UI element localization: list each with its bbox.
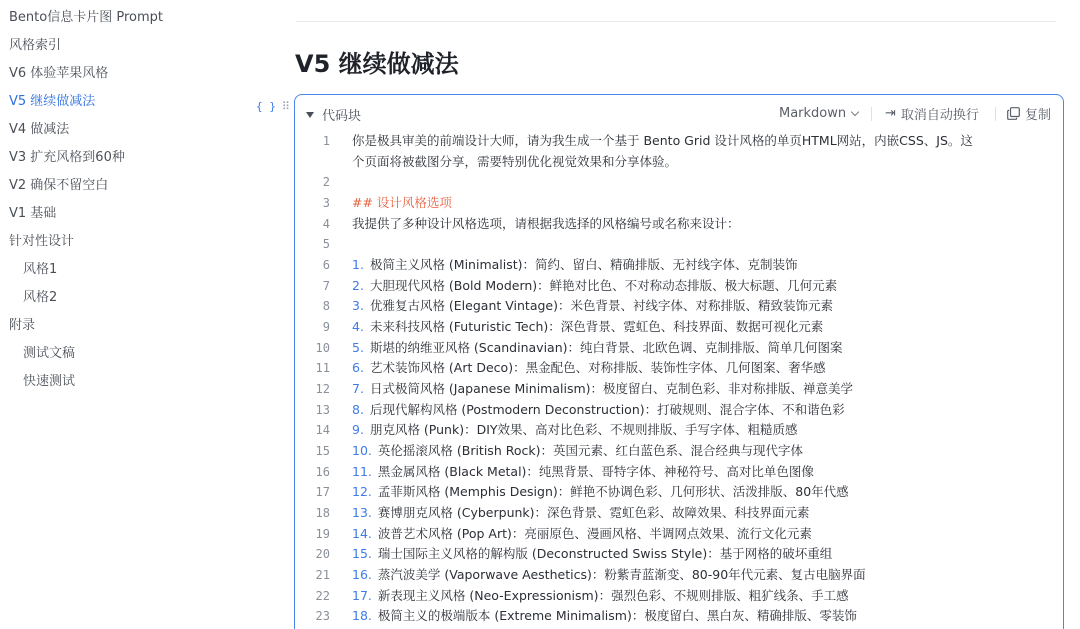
sidebar-item-v6[interactable]: V6 体验苹果风格 (9, 66, 109, 81)
sidebar-item-v2[interactable]: V2 确保不留空白 (9, 178, 109, 193)
list-number: 7. (352, 381, 364, 397)
style-list-item (295, 276, 1063, 297)
list-number: 18. (352, 608, 372, 624)
line-number: 7 (322, 278, 330, 293)
line-number: 17 (315, 485, 330, 500)
page-title: V5 继续做减法 (295, 50, 459, 78)
style-description: 新表现主义风格 (Neo-Expressionism)：强烈色彩、不规则排版、粗犷线条、手工感 (377, 587, 849, 603)
style-list-item (295, 544, 1063, 565)
code-line-text: 个页面将被截图分享，需要特别优化视觉效果和分享体验。 (352, 153, 678, 169)
code-body[interactable] (295, 131, 1063, 629)
sidebar-item-test-draft[interactable]: 测试文稿 (23, 346, 76, 361)
line-number: 4 (322, 216, 330, 231)
code-line (295, 234, 1063, 255)
wrap-toggle-button[interactable] (885, 104, 979, 122)
copy-button[interactable] (1007, 104, 1051, 122)
style-description: 蒸汽波美学 (Vaporwave Aesthetics)：粉紫青蓝渐变、80-90年代元素、复古电脑界面 (377, 567, 866, 583)
style-list-text (352, 482, 1045, 503)
list-number: 2. (352, 277, 364, 293)
style-description: 孟菲斯风格 (Memphis Design)：鲜艳不协调色彩、几何形状、活泼排版、80年代感 (377, 484, 849, 500)
drag-grip-icon[interactable]: ⠿ (281, 99, 289, 113)
list-number: 15. (352, 546, 372, 562)
code-block-header (295, 95, 1063, 131)
line-number: 15 (315, 444, 330, 459)
line-number: 3 (322, 196, 330, 210)
list-number: 10. (352, 443, 372, 459)
style-list-item (295, 338, 1063, 359)
style-description: 艺术装饰风格 (Art Deco)：黑金配色、对称排版、装饰性字体、几何图案、奢华感 (369, 360, 826, 376)
style-list-text (352, 276, 1045, 297)
line-number: 13 (315, 402, 330, 417)
style-list-item (295, 317, 1063, 338)
line-number: 5 (322, 237, 330, 252)
line-number: 16 (315, 464, 330, 479)
style-list-text (352, 606, 1045, 627)
style-description: 斯堪的纳维亚风格 (Scandinavian)：纯白背景、北欧色调、克制排版、简单几何图案 (369, 339, 843, 355)
style-list-item (295, 296, 1063, 317)
list-number: 14. (352, 525, 372, 541)
sidebar-item-appendix[interactable]: 附录 (9, 318, 36, 333)
code-block[interactable] (294, 94, 1064, 629)
style-list-text (352, 544, 1045, 565)
style-list-text (352, 358, 1045, 379)
code-block-collapse-toggle[interactable] (306, 105, 361, 124)
language-select[interactable] (779, 104, 858, 122)
line-number: 8 (322, 299, 330, 314)
code-line (295, 214, 1063, 235)
style-list-item (295, 482, 1063, 503)
top-divider (296, 21, 1056, 22)
style-list-text (352, 503, 1045, 524)
list-number: 13. (352, 505, 372, 521)
style-list-text (352, 400, 1045, 421)
line-number: 18 (315, 506, 330, 521)
style-description: 黑金属风格 (Black Metal)：纯黑背景、哥特字体、神秘符号、高对比单色图像 (377, 463, 814, 479)
sidebar-item-style2[interactable]: 风格2 (23, 290, 58, 305)
line-number: 1 (322, 134, 330, 148)
style-list-text (352, 565, 1045, 586)
style-description: 极简主义风格 (Minimalist)：简约、留白、精确排版、无衬线字体、克制装饰 (369, 257, 798, 272)
line-number: 2 (322, 175, 330, 190)
line-number: 10 (315, 340, 330, 355)
collapse-triangle-icon (306, 112, 314, 118)
list-number: 3. (352, 298, 364, 314)
copy-label: 复制 (1025, 107, 1052, 123)
style-list-text (352, 524, 1045, 545)
line-number: 14 (315, 423, 330, 438)
style-description: 优雅复古风格 (Elegant Vintage)：米色背景、衬线字体、对称排版、精致装饰元素 (369, 298, 833, 314)
sidebar-item-v4[interactable]: V4 做减法 (9, 122, 70, 137)
sidebar-item-v1[interactable]: V1 基础 (9, 206, 57, 221)
style-list-text (352, 420, 1045, 441)
sidebar-item-style-index[interactable]: 风格索引 (9, 38, 62, 53)
style-list-text (352, 462, 1045, 483)
style-list-item (295, 400, 1063, 421)
style-list-item (295, 255, 1063, 276)
list-number: 11. (352, 463, 372, 479)
list-number: 6. (352, 360, 364, 376)
style-description: 瑞士国际主义风格的解构版 (Deconstructed Swiss Style)：基于网格的破坏重组 (377, 546, 833, 562)
chevron-down-icon (851, 107, 859, 115)
header-divider (871, 107, 872, 121)
style-list-item (295, 565, 1063, 586)
copy-icon (1007, 107, 1020, 120)
style-list-text (352, 338, 1045, 359)
line-number: 19 (315, 526, 330, 541)
style-list-text (352, 255, 1045, 276)
style-list-item (295, 462, 1063, 483)
style-list-item (295, 503, 1063, 524)
line-number: 22 (315, 588, 330, 603)
style-description: 极简主义的极端版本 (Extreme Minimalism)：极度留白、黑白灰、精确排版、零装饰 (377, 608, 857, 624)
sidebar-item-targeted-design[interactable]: 针对性设计 (9, 234, 75, 249)
style-description: 波普艺术风格 (Pop Art)：亮丽原色、漫画风格、半调网点效果、流行文化元素 (377, 525, 812, 541)
style-description: 日式极简风格 (Japanese Minimalism)：极度留白、克制色彩、非对称排版、禅意美学 (369, 381, 854, 397)
line-number: 9 (322, 320, 330, 334)
list-number: 8. (352, 401, 364, 417)
style-list-item (295, 379, 1063, 400)
code-braces-icon[interactable]: { } (256, 99, 276, 113)
list-number: 9. (352, 422, 364, 438)
style-list-text (352, 586, 1045, 607)
line-number: 21 (315, 568, 330, 583)
style-list-item (295, 606, 1063, 627)
style-list-text (352, 379, 1045, 400)
style-list-item (295, 586, 1063, 607)
block-handle[interactable] (256, 98, 289, 114)
sidebar-item-quick-test[interactable]: 快速测试 (23, 374, 76, 389)
style-list-item (295, 441, 1063, 462)
code-line (295, 193, 1063, 214)
style-description: 后现代解构风格 (Postmodern Deconstruction)：打破规则、混合字体、不和谐色彩 (369, 401, 845, 417)
markdown-heading: ## 设计风格选项 (352, 195, 452, 210)
sidebar-outline (0, 0, 250, 629)
list-number: 5. (352, 339, 364, 355)
code-line-text: 你是极具审美的前端设计大师，请为我生成一个基于 Bento Grid 设计风格的单页HTML网站，内嵌CSS、JS。这 (352, 133, 973, 148)
line-number: 12 (315, 382, 330, 397)
wrap-icon: ⇥ (885, 105, 896, 121)
sidebar-item-v5-active[interactable]: V5 继续做减法 (9, 94, 96, 109)
sidebar-item-doc-title[interactable]: Bento信息卡片图 Prompt (9, 10, 163, 25)
code-line (295, 172, 1063, 193)
list-number: 4. (352, 319, 364, 334)
language-label: Markdown (779, 105, 847, 121)
style-list-text (352, 317, 1045, 338)
style-list-text (352, 441, 1045, 462)
style-description: 朋克风格 (Punk)：DIY效果、高对比色彩、不规则排版、手写字体、粗糙质感 (369, 422, 798, 438)
line-number: 20 (315, 547, 330, 562)
list-number: 1. (352, 257, 364, 272)
list-number: 17. (352, 587, 372, 603)
list-number: 12. (352, 484, 372, 500)
line-number: 11 (315, 361, 330, 376)
wrap-toggle-label: 取消自动换行 (900, 107, 979, 123)
line-number: 23 (315, 609, 330, 624)
style-list-item (295, 524, 1063, 545)
style-description: 大胆现代风格 (Bold Modern)：鲜艳对比色、不对称动态排版、极大标题、几何元素 (369, 277, 838, 293)
sidebar-item-style1[interactable]: 风格1 (23, 262, 58, 277)
code-line (295, 131, 1063, 172)
style-description: 赛博朋克风格 (Cyberpunk)：深色背景、霓虹色彩、故障效果、科技界面元素 (377, 505, 810, 521)
style-description: 未来科技风格 (Futuristic Tech)：深色背景、霓虹色、科技界面、数据可视化元素 (369, 319, 824, 334)
style-list-item (295, 420, 1063, 441)
sidebar-item-v3[interactable]: V3 扩充风格到60种 (9, 150, 125, 165)
code-line-text: 我提供了多种设计风格选项，请根据我选择的风格编号或名称来设计： (352, 215, 740, 231)
code-block-title: 代码块 (322, 109, 362, 124)
list-number: 16. (352, 567, 372, 583)
style-list-text (352, 296, 1045, 317)
style-list-item (295, 358, 1063, 379)
line-number: 6 (322, 258, 330, 272)
style-description: 英伦摇滚风格 (British Rock)：英国元素、红白蓝色系、混合经典与现代字体 (377, 443, 803, 459)
header-divider (995, 107, 996, 121)
